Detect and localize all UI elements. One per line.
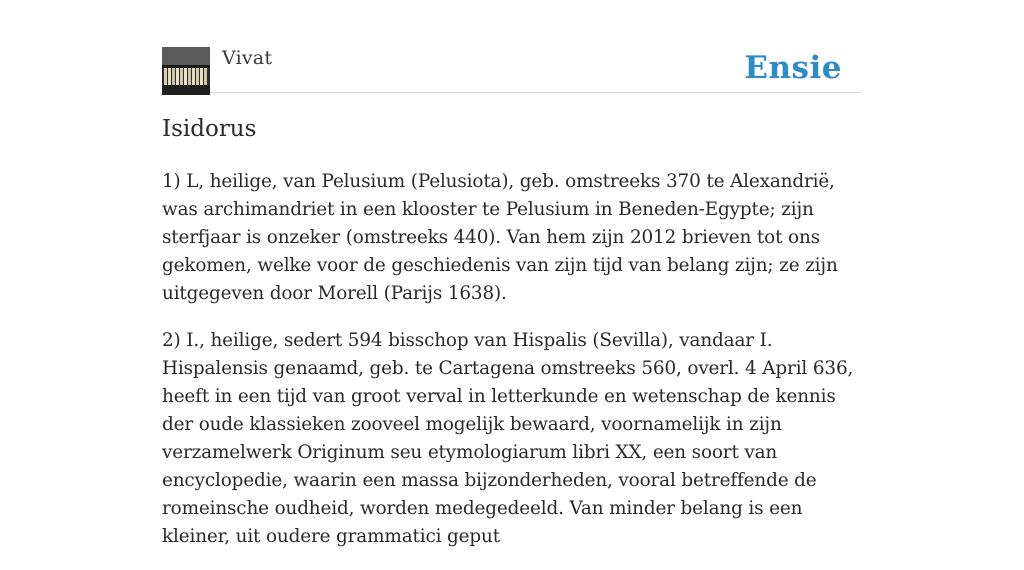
book-spines-icon bbox=[162, 47, 210, 95]
source-name[interactable]: Vivat bbox=[222, 47, 273, 69]
article-body bbox=[162, 168, 862, 570]
site-header bbox=[162, 46, 862, 93]
article-title: Isidorus bbox=[162, 116, 257, 142]
source-avatar[interactable] bbox=[162, 47, 210, 95]
article-paragraph: 2) I., heilige, sedert 594 bisschop van Hispalis (Sevilla), vandaar I. Hispalensis genaamd, geb. te Cartagena omstreeks 560, overl. 4 April 636, heeft in een tijd van groot verval in letterkunde en wetenschap de kennis der oude klassieken zooveel mogelijk bewaard, voornamelijk in zijn verzamelwerk Originum seu etymologiarum libri XX, een soort van encyclopedie, waarin een massa bijzonderheden, vooral betreffende de romeinsche oudheid, worden medegedeeld. Van minder belang is een kleiner, uit oudere grammatici geput bbox=[162, 330, 854, 547]
brand-logo[interactable]: Ensie bbox=[744, 50, 842, 86]
article-paragraph: 1) L, heilige, van Pelusium (Pelusiota), geb. omstreeks 370 te Alexandrië, was archimandriet in een klooster te Pelusium in Beneden-Egypte; zijn sterfjaar is onzeker (omstreeks 440). Van hem zijn 2012 brieven tot ons gekomen, welke voor de geschiedenis van zijn tijd van belang zijn; ze zijn uitgegeven door Morell (Parijs 1638). bbox=[162, 171, 838, 304]
